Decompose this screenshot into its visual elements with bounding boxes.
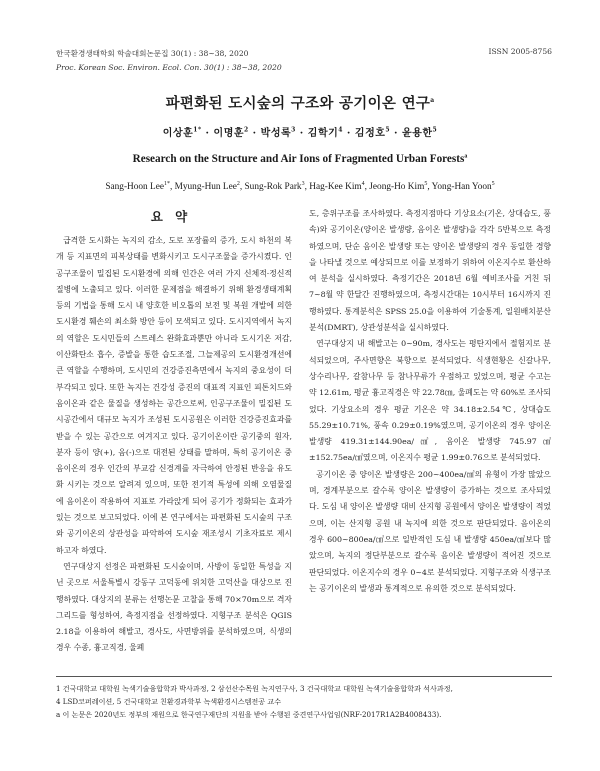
author-separator: , xyxy=(427,182,432,192)
author-separator: · xyxy=(295,128,308,139)
author-name: 김학기 xyxy=(307,128,339,139)
body-paragraph: 공기이온 중 양이온 발생량은 200~400ea/㎤의 유형이 가장 많았으며, 경계부분으로 갈수록 양이온 발생량이 증가하는 것으로 조사되었다. 도심 내 양이온 발생량 대비 산지형 공원에서 양이온 발생량이 적었으며, 이는 산지형 공원 내 녹지에 의한 것으로 판단되었다. 음이온의 경우 600~800ea/㎤으로 일반적인 도심 내 발생량 450ea/㎤보다 많았으며, 녹지의 정단부분으로 갈수록 음이온 발생량이 적어진 것으로 판단되었다. 이온지수의 경우 0~4로 분석되었다. 지형구조와 식생구조는 공기이온의 발생과 통계적으로 유의한 것으로 분석되었다. xyxy=(309,469,551,593)
left-column xyxy=(56,233,292,657)
author-affiliation-mark: 3 xyxy=(291,126,296,134)
author-name: 박성록 xyxy=(260,128,292,139)
title-en-text: Research on the Structure and Air Ions of Fragmented Urban Forests xyxy=(132,153,465,165)
journal-citation-en: Proc. Korean Soc. Environ. Ecol. Con. 30(1) : 38~38, 2020 xyxy=(56,63,282,72)
issn: ISSN 2005-8756 xyxy=(488,47,552,56)
title-ko-text: 파편화된 도시숲의 구조와 공기이온 연구 xyxy=(165,95,431,112)
footnote: a 이 논문은 2020년도 정부의 재원으로 한국연구재단의 지원을 받아 수행된 중견연구사업임(NRF-2017R1A2B4008433). xyxy=(56,710,442,720)
author-name: Jeong-Ho Kim xyxy=(369,182,425,192)
author-separator: , xyxy=(364,182,370,192)
author-separator: · xyxy=(248,128,261,139)
author-separator: , xyxy=(239,182,245,192)
author-affiliation-mark: 3 xyxy=(301,180,305,187)
author-affiliation-mark: 5 xyxy=(491,180,495,187)
journal-header xyxy=(56,47,282,75)
authors-en xyxy=(0,182,600,192)
author-name: Yong-Han Yoon xyxy=(431,182,492,192)
author-affiliation-mark: 5 xyxy=(424,180,428,187)
author-name: Myung-Hun Lee xyxy=(174,182,237,192)
author-affiliation-mark: 2 xyxy=(236,180,240,187)
body-paragraph: 급격한 도시화는 녹지의 감소, 도로 포장률의 증가, 도시 하천의 복개 등 지표면의 피복상태를 변화시키고 도시구조물을 증가시켰다. 인공구조물이 밀집된 도시환경에 의해 인간은 여러 가지 신체적·정신적 질병에 노출되고 있다. 이러한 문제점을 해결하기 위해 환경생태계획 등의 기법을 통해 도시 내 양호한 비오톱의 보전 및 복원 개발에 의한 도시환경 훼손의 최소화 방안 등이 모색되고 있다. 도시지역에서 녹지의 역할은 도시민들의 스트레스 완화효과뿐만 아니라 도시기온 저감, 이산화탄소 흡수, 증발을 통한 습도조절, 그늘제공의 도시환경개선에 큰 역할을 수행하며, 도시민의 건강증진측면에서 녹지의 중요성이 더 부각되고 있다. 또한 녹지는 건강성 증진의 대표적 지표인 피톤치드와 음이온과 같은 물질을 생성하는 공간으로써, 인공구조물이 밀집된 도시공간에서 대규모 녹지가 조성된 도시공원은 이러한 건강증진효과를 받을 수 있는 공간으로 여겨지고 있다. 공기이온이란 공기중의 원자, 분자 등이 양(+), 음(-)으로 대전된 상태를 말하며, 특히 공기이온 중 음이온의 경우 인간의 부교감 신경계를 자극하여 안정된 반응을 유도화 시키는 것으로 알려져 있으며, 또한 전기적 특성에 의해 오염물질에 음이온이 작용하여 지표로 가라앉게 되어 공기가 정화되는 효과가 있는 것으로 보고되었다. 이에 본 연구에서는 파편화된 도시숲의 구조와 공기이온의 상관성을 파악하여 도시숲 재조성시 기초자료로 제시하고자 하였다. xyxy=(56,236,292,555)
title-en-footnote-mark: a xyxy=(464,153,468,160)
author-affiliation-mark: 2 xyxy=(244,126,249,134)
right-column xyxy=(309,206,551,597)
paper-title-en xyxy=(0,153,600,165)
author-affiliation-mark: 4 xyxy=(361,180,365,187)
abstract-heading: 요 약 xyxy=(150,209,192,224)
footnote-divider xyxy=(56,676,552,677)
author-name: 김정호 xyxy=(354,128,386,139)
author-affiliation-mark: 1* xyxy=(163,180,170,187)
author-affiliation-mark: 5 xyxy=(432,126,438,134)
footnotes xyxy=(56,682,556,722)
authors-ko xyxy=(0,124,600,139)
body-paragraph: 연구대상지 내 해발고는 0~90m, 경사도는 평탄지에서 절험지로 분석되었으며, 주사면향은 북향으로 분석되었다. 식생현황은 신갈나무, 상수리나무, 갈참나무 등 참나무류가 우점하고 있었으며, 평균 수고는 약 12.61m, 평균 흉고직경은 약 22.78㎝, 울폐도는 약 60%로 조사되었다. 기상요소의 경우 평균 기온은 약 34.18±2.54℃, 상대습도 55.29±10.71%, 풍속 0.29±0.19%였으며, 공기이온의 경우 양이온 발생량 419.31±144.90ea/㎤, 음이온 발생량 745.97㎤±152.75ea/㎤였으며, 이온지수 평균 1.99±0.76으로 분석되었다. xyxy=(309,339,551,463)
author-name: 윤용한 xyxy=(402,128,433,139)
title-ko-footnote-mark: a xyxy=(430,97,435,105)
author-separator: · xyxy=(342,128,355,139)
author-name: Hag-Kee Kim xyxy=(309,182,362,192)
author-separator: · xyxy=(201,128,214,139)
footnote: 4 LSD코퍼레이션, 5 건국대학교 친환경과학부 녹색환경시스템전공 교수 xyxy=(56,697,282,707)
author-separator: · xyxy=(390,128,403,139)
author-separator: , xyxy=(304,182,310,192)
author-separator: , xyxy=(169,182,175,192)
body-paragraph: 도, 층위구조를 조사하였다. 측정지점마다 기상요소(기온, 상대습도, 풍속)와 공기이온(양이온 발생량, 음이온 발생량)을 각각 5반복으로 측정하였으며, 단순 음이온 발생량 또는 양이온 발생량의 경우 동일한 경향을 나타낼 것으로 예상되므로 이를 보정하기 위하여 이온지수로 환산하여 분석을 실시하였다. 측정기간은 2018년 6월 예비조사를 거친 뒤 7~8월 약 한달간 진행하였으며, 측정시간대는 10시부터 16시까지 진행하였다. 통계분석은 SPSS 25.0을 이용하여 기술통계, 일원배치분산분석(DMRT), 상관성분석을 실시하였다. xyxy=(309,209,551,333)
author-affiliation-mark: 1* xyxy=(193,126,202,134)
author-name: 이상훈 xyxy=(162,128,194,139)
author-name: Sang-Hoon Lee xyxy=(105,182,164,192)
author-affiliation-mark: 5 xyxy=(385,126,391,134)
author-name: 이명훈 xyxy=(213,128,245,139)
paper-title-ko xyxy=(0,92,600,113)
author-affiliation-mark: 4 xyxy=(338,126,343,134)
author-name: Sung-Rok Park xyxy=(244,182,302,192)
footnote: 1 건국대학교 대학원 녹색기술융합학과 박사과정, 2 삼선산수목원 녹지연구사, 3 건국대학교 대학원 녹색기술융합학과 석사과정, xyxy=(56,684,453,693)
body-paragraph: 연구대상지 선정은 파편화된 도시숲이며, 사방이 동일한 특성을 지닌 곳으로 서울특별시 강동구 고덕동에 위치한 고덕산을 대상으로 진행하였다. 대상지의 분류는 선행논문 고찰을 통해 70×70m으로 격자그리드를 형성하여, 측정지점을 선정하였다. 지형구조 분석은 QGIS 2.18을 이용하여 해발고, 경사도, 사면방위를 분석하였으며, 식생의 경우 수종, 흉고직경, 울폐 xyxy=(56,561,292,653)
journal-citation-ko: 한국환경생태학회 학술대회논문집 30(1) : 38~38, 2020 xyxy=(56,49,249,58)
